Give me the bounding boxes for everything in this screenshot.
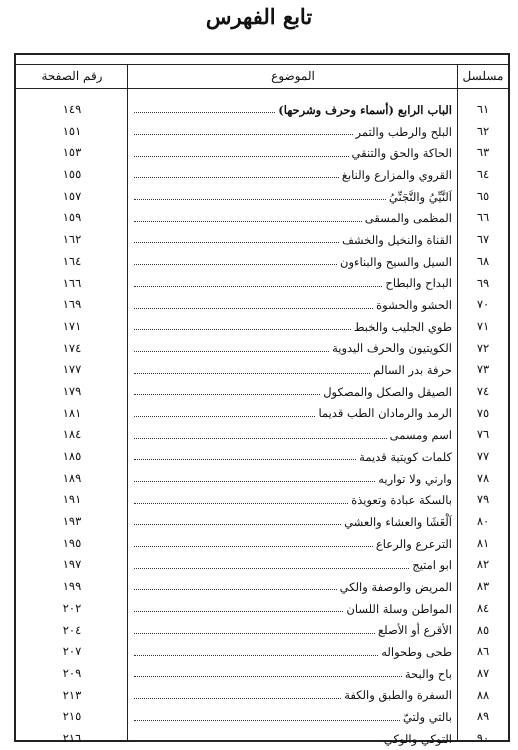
row-topic — [134, 685, 452, 707]
table-row — [16, 121, 508, 143]
row-serial: ٧٩ — [476, 492, 490, 507]
row-topic — [134, 229, 452, 251]
leader-dots — [134, 242, 339, 243]
row-page-number: ١٦٢ — [62, 232, 82, 247]
row-serial: ٦٣ — [476, 145, 490, 160]
row-topic — [134, 207, 452, 229]
row-topic — [134, 121, 452, 143]
row-topic-text: البداح والبطاح — [385, 276, 452, 291]
row-serial: ٦٢ — [476, 123, 490, 138]
row-page-number: ٢٠٧ — [62, 644, 82, 659]
row-topic-text: الرمد والرمادان الطب قديما — [318, 406, 452, 421]
leader-dots — [134, 741, 381, 742]
table-row — [16, 685, 508, 707]
row-topic — [134, 511, 452, 533]
row-serial: ٧٣ — [476, 362, 490, 377]
row-page-number: ١٦٦ — [62, 275, 82, 290]
row-topic — [134, 381, 452, 403]
row-topic-text: الكويتيون والحرف اليدوية — [332, 341, 452, 356]
row-topic — [134, 316, 452, 338]
row-topic — [134, 273, 452, 295]
row-page-number: ١٦٤ — [62, 253, 82, 268]
row-topic-text: بالتي ولتيّ — [402, 710, 452, 725]
table-row — [16, 598, 508, 620]
row-topic — [134, 99, 452, 121]
row-page-number: ٢٠٩ — [62, 665, 82, 680]
leader-dots — [134, 524, 341, 525]
row-topic-text: الصيقل والصكل والمصكول — [323, 384, 452, 399]
leader-dots — [134, 156, 349, 157]
row-serial: ٦٦ — [476, 210, 490, 225]
table-row — [16, 576, 508, 598]
row-page-number: ١٩٩ — [62, 579, 82, 594]
leader-dots — [134, 351, 329, 352]
row-topic-text: القروي والمزارع والنابغ — [341, 167, 452, 182]
row-serial: ٦٧ — [476, 232, 490, 247]
row-topic — [134, 359, 452, 381]
row-topic-text: طوي الجليب والخبط — [353, 319, 452, 334]
row-serial: ٨٦ — [476, 644, 490, 659]
row-page-number: ١٨٥ — [62, 449, 82, 463]
header-serial: مسلسل — [462, 69, 504, 83]
row-page-number: ٢١٥ — [62, 709, 82, 724]
row-serial: ٨٥ — [476, 622, 490, 637]
index-table — [14, 53, 510, 746]
row-topic — [134, 641, 452, 663]
leader-dots — [134, 221, 362, 222]
leader-dots — [134, 546, 373, 547]
row-topic-text: حرفة بدر السالم — [373, 363, 452, 378]
row-serial: ٨٣ — [476, 579, 490, 594]
leader-dots — [134, 286, 382, 287]
table-row — [16, 359, 508, 381]
row-page-number: ١٥١ — [62, 123, 82, 138]
leader-dots — [134, 459, 356, 460]
row-page-number: ١٧١ — [62, 318, 82, 333]
row-topic — [134, 620, 452, 642]
row-topic — [134, 468, 452, 490]
leader-dots — [134, 676, 402, 677]
row-serial: ٧٤ — [476, 383, 490, 398]
row-serial: ٨٢ — [476, 557, 490, 572]
table-row — [16, 207, 508, 229]
row-page-number: ١٥٧ — [62, 188, 82, 203]
row-topic — [134, 598, 452, 620]
row-topic-text: البلح والرطب والتمر — [355, 124, 452, 139]
table-row — [16, 338, 508, 360]
row-page-number: ١٥٥ — [62, 167, 82, 182]
leader-dots — [134, 112, 275, 113]
leader-dots — [134, 481, 375, 482]
table-row — [16, 641, 508, 663]
row-topic-text: المريض والوصفة والكي — [339, 579, 452, 594]
row-page-number: ١٩٧ — [62, 557, 82, 572]
table-row — [16, 251, 508, 273]
table-row — [16, 99, 508, 121]
table-row — [16, 294, 508, 316]
table-row — [16, 164, 508, 186]
row-topic-text: القناة والنخيل والخشف — [342, 232, 452, 247]
row-page-number: ١٩٣ — [62, 514, 82, 529]
row-topic-text: الحشو والحشوة — [376, 298, 452, 313]
row-page-number: ٢١٦ — [62, 730, 82, 745]
row-topic — [134, 294, 452, 316]
leader-dots — [134, 416, 315, 417]
table-row — [16, 663, 508, 685]
table-row — [16, 511, 508, 533]
leader-dots — [134, 134, 353, 135]
row-topic-text: اَلْعَشَا والعشاء والعشي — [344, 514, 452, 529]
row-page-number: ١٩٥ — [62, 535, 82, 550]
row-serial: ٦٩ — [476, 275, 490, 290]
row-topic-text: الترعرع والرعاع — [375, 536, 452, 551]
table-row — [16, 316, 508, 338]
leader-dots — [134, 199, 386, 200]
row-topic — [134, 251, 452, 273]
row-serial: ٧٠ — [476, 297, 490, 312]
table-row — [16, 554, 508, 576]
table-row — [16, 446, 508, 468]
row-serial: ٧٦ — [476, 427, 490, 442]
header-topic: الموضوع — [271, 69, 315, 83]
row-page-number: ١٨٩ — [62, 470, 82, 485]
row-topic — [134, 446, 452, 468]
row-topic — [134, 424, 452, 446]
row-page-number: ١٧٤ — [62, 340, 82, 355]
row-page-number: ١٤٩ — [62, 102, 82, 116]
row-topic-text: الأقرع أو الأصلع — [378, 623, 452, 638]
row-page-number: ١٧٩ — [62, 383, 82, 398]
leader-dots — [134, 589, 337, 590]
table-header — [16, 64, 508, 89]
leader-dots — [134, 655, 378, 656]
row-topic-text: باح والبحة — [404, 666, 452, 681]
table-row — [16, 142, 508, 164]
table-row — [16, 489, 508, 511]
row-serial: ٦٤ — [476, 167, 490, 182]
row-topic-text: اسم ومسمى — [389, 428, 452, 443]
leader-dots — [134, 633, 375, 634]
row-topic — [134, 554, 452, 576]
row-page-number: ١٨٤ — [62, 427, 82, 442]
row-topic — [134, 142, 452, 164]
leader-dots — [134, 568, 409, 569]
leader-dots — [134, 394, 320, 395]
row-page-number: ١٦٩ — [62, 297, 82, 312]
row-serial: ٦٥ — [476, 188, 490, 203]
row-topic-text: ابو امتيج — [412, 558, 452, 573]
row-topic-text: السيل والسيح والبناءون — [340, 254, 452, 269]
leader-dots — [134, 438, 387, 439]
leader-dots — [134, 308, 373, 309]
table-row — [16, 229, 508, 251]
table-row — [16, 728, 508, 750]
leader-dots — [134, 698, 341, 699]
row-serial: ٧٥ — [476, 405, 490, 420]
table-row — [16, 620, 508, 642]
page-title: تابع الفهرس — [205, 4, 313, 29]
row-serial: ٦١ — [476, 102, 490, 116]
leader-dots — [134, 264, 337, 265]
table-row — [16, 706, 508, 728]
leader-dots — [134, 373, 370, 374]
row-serial: ٨٧ — [476, 665, 490, 680]
row-topic-text: المظمى والمسقى — [364, 211, 452, 226]
table-row — [16, 533, 508, 555]
table-row — [16, 424, 508, 446]
row-page-number: ٢٠٢ — [62, 600, 82, 615]
row-topic-text: طحى وطحواله — [381, 645, 452, 660]
row-serial: ٨٤ — [476, 600, 490, 615]
row-serial: ٨١ — [476, 535, 490, 550]
table-row — [16, 403, 508, 425]
row-serial: ٧١ — [476, 318, 490, 333]
table-row — [16, 468, 508, 490]
table-row — [16, 186, 508, 208]
table-body — [16, 99, 508, 750]
row-serial: ٧٨ — [476, 470, 490, 485]
row-page-number: ١٩١ — [62, 492, 82, 507]
row-topic-text: التوكي والوكي — [383, 731, 452, 746]
row-topic — [134, 576, 452, 598]
row-serial: ٦٨ — [476, 253, 490, 268]
row-serial: ٨٠ — [476, 514, 490, 529]
row-topic — [134, 706, 452, 728]
row-topic — [134, 663, 452, 685]
row-page-number: ٢١٣ — [62, 687, 82, 702]
leader-dots — [134, 720, 400, 721]
row-topic-text: السفرة والطبق والكفة — [344, 688, 452, 703]
leader-dots — [134, 611, 343, 612]
row-topic-text: الباب الرابع (أسماء وحرف وشرحها) — [278, 102, 452, 117]
row-serial: ٧٢ — [476, 340, 490, 355]
row-topic — [134, 186, 452, 208]
table-row — [16, 273, 508, 295]
row-serial: ٨٩ — [476, 709, 490, 724]
row-topic-text: اَلنَّيِّيُ والتَّجَنِّيُ — [388, 189, 452, 204]
row-topic — [134, 403, 452, 425]
row-topic-text: الحاكة والحق والتنقي — [351, 146, 452, 161]
row-topic — [134, 533, 452, 555]
row-topic — [134, 728, 452, 750]
row-page-number: ٢٠٤ — [62, 622, 82, 637]
row-topic-text: كلمات كويتية قديمة — [359, 449, 452, 464]
leader-dots — [134, 177, 339, 178]
row-topic-text: بالسكة عبادة وتعويذة — [351, 493, 452, 508]
leader-dots — [134, 329, 351, 330]
row-serial: ٧٧ — [476, 449, 490, 463]
row-topic-text: وارني ولا تواريه — [378, 471, 452, 486]
row-page-number: ١٥٣ — [62, 145, 82, 160]
row-page-number: ١٥٩ — [62, 210, 82, 225]
header-page-number: رقم الصفحة — [41, 69, 103, 83]
row-page-number: ١٧٧ — [62, 362, 82, 377]
row-page-number: ١٨١ — [62, 405, 82, 420]
row-serial: ٨٨ — [476, 687, 490, 702]
table-row — [16, 381, 508, 403]
row-serial: ٩٠ — [476, 730, 490, 745]
row-topic — [134, 164, 452, 186]
row-topic — [134, 338, 452, 360]
row-topic — [134, 489, 452, 511]
row-topic-text: المواطن وسلة اللسان — [346, 601, 452, 616]
leader-dots — [134, 503, 348, 504]
